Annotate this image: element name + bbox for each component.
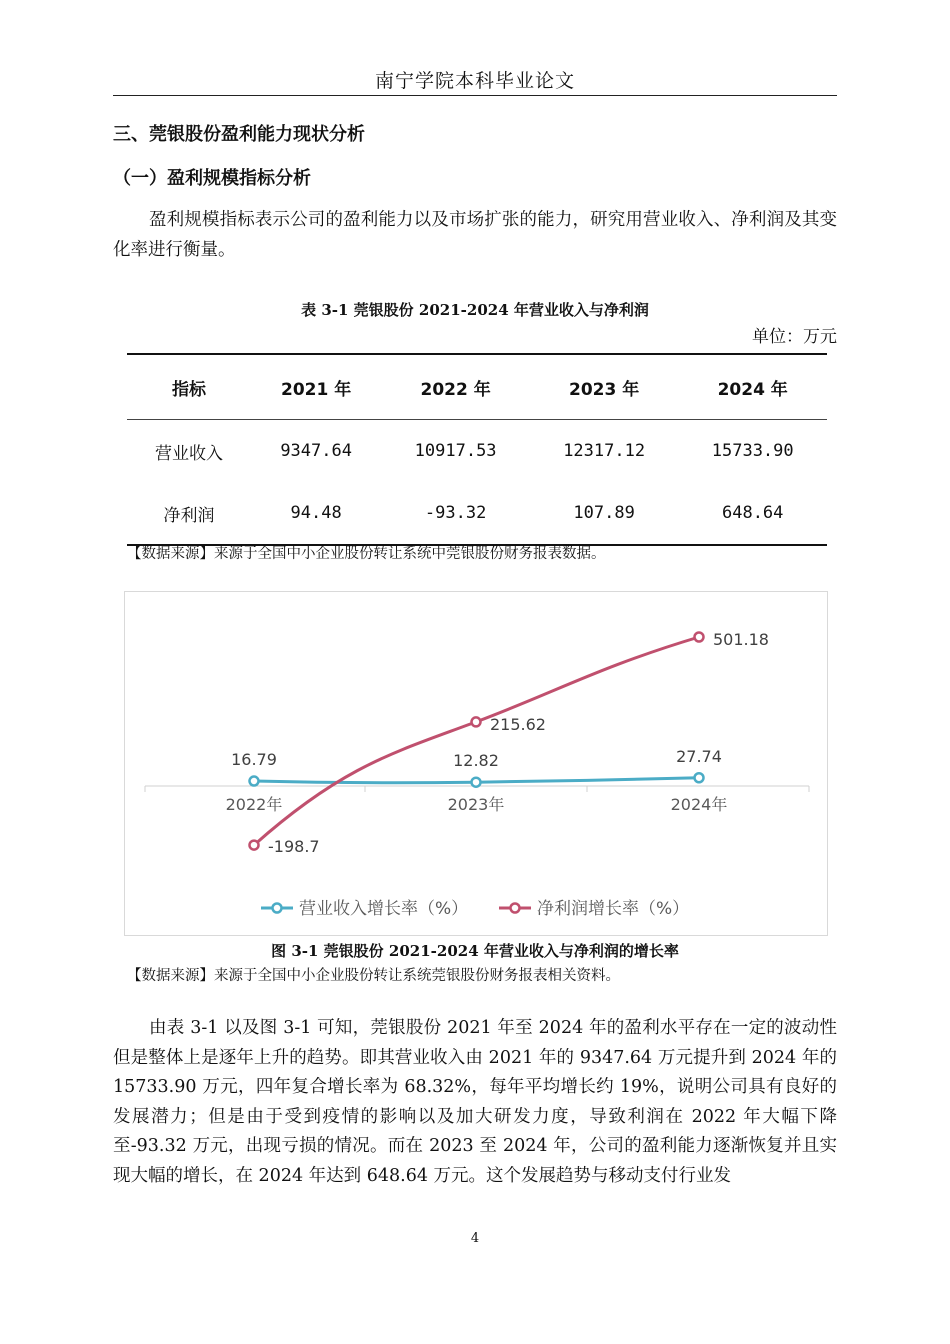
table-cell: -93.32 [424,503,487,523]
legend-marker [273,904,282,913]
table-row-label: 净利润 [163,505,215,526]
header-rule [113,95,837,96]
figure-caption: 图 3-1 莞银股份 2021-2024 年营业收入与净利润的增长率 [271,942,679,960]
intro-paragraph: 盈利规模指标表示公司的盈利能力以及市场扩张的能力，研究用营业收入、净利润及其变化率进行衡量。 [113,210,837,260]
data-point-marker [695,773,704,782]
legend-label: 营业收入增长率（%） [299,899,469,919]
table-header-row [127,354,827,420]
subsection-heading: （一）盈利规模指标分析 [113,168,311,189]
x-tick-label: 2023年 [447,795,505,814]
table-cell: 94.48 [290,503,342,523]
growth-rate-chart [124,591,828,936]
legend-label: 净利润增长率（%） [537,899,690,919]
table-row [127,482,827,545]
data-point-marker [250,777,259,786]
figure-source-note: 【数据来源】来源于全国中小企业股份转让系统莞银股份财务报表相关资料。 [127,968,620,984]
table-header-cell: 2024 年 [678,354,827,420]
data-label: -198.7 [268,837,320,857]
x-tick-label: 2024年 [670,795,728,814]
data-point-marker [472,778,481,787]
table-cell: 9347.64 [280,441,352,461]
page-header-title: 南宁学院本科毕业论文 [374,70,575,92]
section-heading: 三、莞银股份盈利能力现状分析 [113,124,365,145]
table-unit: 单位：万元 [752,327,837,347]
data-point-marker [472,717,481,726]
data-label: 16.79 [231,750,277,770]
table-cell: 15733.90 [711,441,794,461]
chart-canvas [125,592,827,935]
table-cell: 107.89 [573,503,635,523]
conclusion-paragraph: 由表 3-1 以及图 3-1 可知，莞银股份 2021 年至 2024 年的盈利水平存在一定的波动性但是整体上是逐年上升的趋势。即其营业收入由 2021 年的 9347.64 万元提升到 2024 年的 15733.90 万元，四年复合增长率为 68.32%，每年平均增长约 19%，说明公司具有良好的发展潜力；但是由于受到疫情的影响以及加大研发力度，导致利润在 2022 年大幅下降至-93.32 万元，出现亏损的情况。而在 2023 至 2024 年，公司的盈利能力逐渐恢复并且实现大幅的增长，在 2024 年达到 648.64 万元。这个发展趋势与移动支付行业发 [113,1018,837,1186]
table-header-cell: 2023 年 [530,354,679,420]
page-number: 4 [470,1231,480,1246]
table-header-cell: 指标 [127,354,251,420]
x-tick-label: 2022年 [225,795,283,814]
table-cell: 12317.12 [563,441,646,461]
table-caption: 表 3-1 莞银股份 2021-2024 年营业收入与净利润 [301,301,649,319]
table-header-cell: 2022 年 [381,354,530,420]
data-label: 501.18 [713,630,769,649]
table-header-cell: 2021 年 [251,354,381,420]
revenue-profit-table [127,353,827,546]
data-label: 215.62 [490,714,546,734]
table-cell: 648.64 [721,503,784,523]
data-point-marker [250,841,259,850]
legend-marker [511,904,520,913]
table-row-label: 营业收入 [154,443,223,464]
table-cell: 10917.53 [414,441,497,461]
table-source-note: 【数据来源】来源于全国中小企业股份转让系统中莞银股份财务报表数据。 [127,546,606,562]
table-row [127,420,827,483]
data-label: 27.74 [676,746,722,766]
data-label: 12.82 [453,751,499,771]
data-point-marker [695,633,704,642]
